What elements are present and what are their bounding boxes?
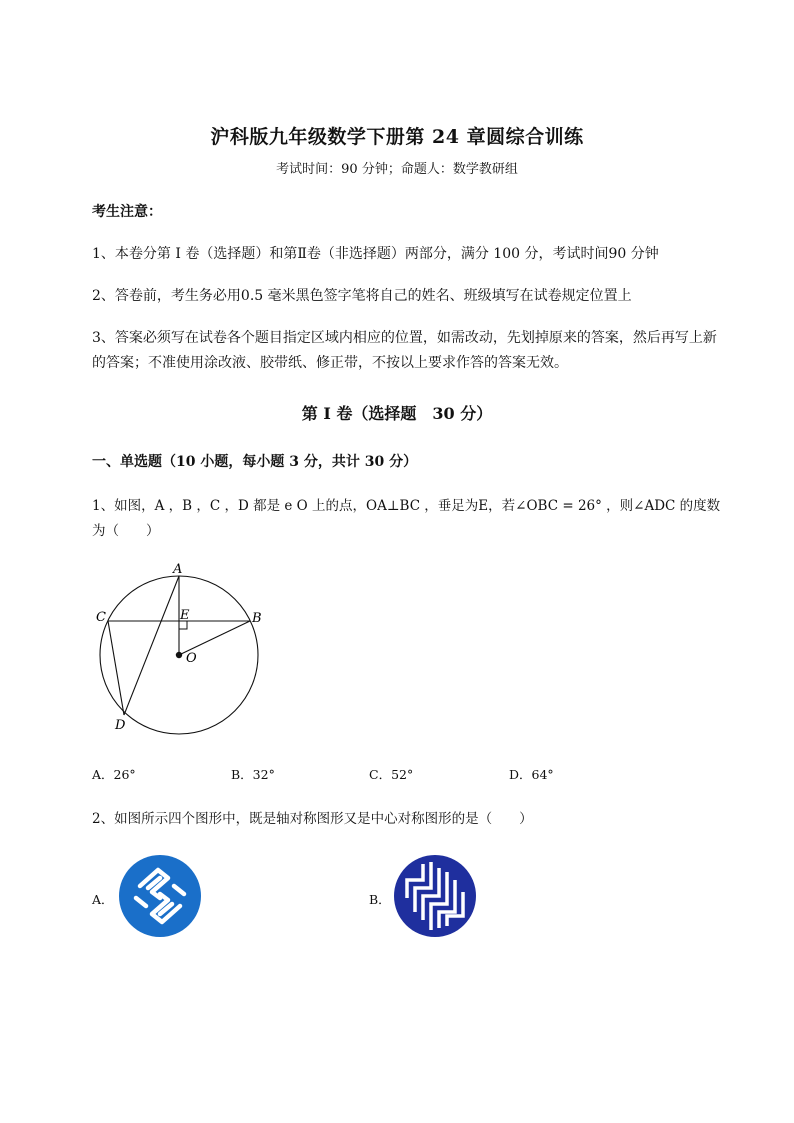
- segment-ob: [179, 621, 250, 655]
- label-a: A: [173, 562, 183, 577]
- segment-ad: [124, 576, 179, 715]
- label-o: O: [186, 651, 197, 666]
- part-title: 一、单选题（10 小题，每小题 3 分，共计 30 分）: [92, 454, 418, 470]
- notice-item-2: 2、答卷前，考生务必用0.5 毫米黑色签字笔将自己的姓名、班级填写在试卷规定位置上: [92, 288, 632, 304]
- segment-cd: [108, 621, 124, 715]
- notice-item-1: 1、本卷分第 I 卷（选择题）和第Ⅱ卷（非选择题）两部分，满分 100 分，考试时间90 分钟: [92, 246, 659, 262]
- question-1-text: 1、如图，A ，B ，C ，D 都是 e O 上的点，OA⊥BC ，垂足为E，若∠OBC = 26° ，则∠ADC 的度数: [92, 498, 721, 514]
- center-point: [176, 652, 182, 658]
- label-c: C: [96, 610, 106, 625]
- section-title: 第 I 卷（选择题 30 分）: [301, 404, 493, 423]
- notice-item-3: 3、答案必须写在试卷各个题目指定区域内相应的位置，如需改动，先划掉原来的答案，然后再写上新: [92, 330, 717, 346]
- q2-option-b-logo[interactable]: [393, 854, 477, 938]
- question-1-text-cont: 为（ ）: [92, 523, 160, 539]
- q1-option-b[interactable]: B．32°: [231, 767, 275, 782]
- notice-item-3-cont: 的答案；不准使用涂改液、胶带纸、修正带，不按以上要求作答的答案无效。: [92, 355, 568, 371]
- label-b: B: [252, 611, 262, 626]
- q1-option-a[interactable]: A．26°: [92, 767, 136, 782]
- label-d: D: [115, 718, 126, 733]
- circle-diagram: [85, 558, 275, 743]
- q1-option-c[interactable]: C．52°: [369, 767, 414, 782]
- q2-option-a-label[interactable]: A．: [92, 892, 114, 907]
- notice-heading: 考生注意：: [92, 204, 162, 220]
- question-2-text: 2、如图所示四个图形中，既是轴对称图形又是中心对称图形的是（ ）: [92, 811, 533, 827]
- page-title: 沪科版九年级数学下册第 24 章圆综合训练: [210, 126, 584, 148]
- q2-option-a-logo[interactable]: [118, 854, 202, 938]
- exam-subtitle: 考试时间：90 分钟；命题人：数学教研组: [276, 162, 518, 177]
- label-e: E: [180, 608, 190, 623]
- q1-option-d[interactable]: D．64°: [509, 767, 554, 782]
- q2-option-b-label[interactable]: B．: [369, 892, 391, 907]
